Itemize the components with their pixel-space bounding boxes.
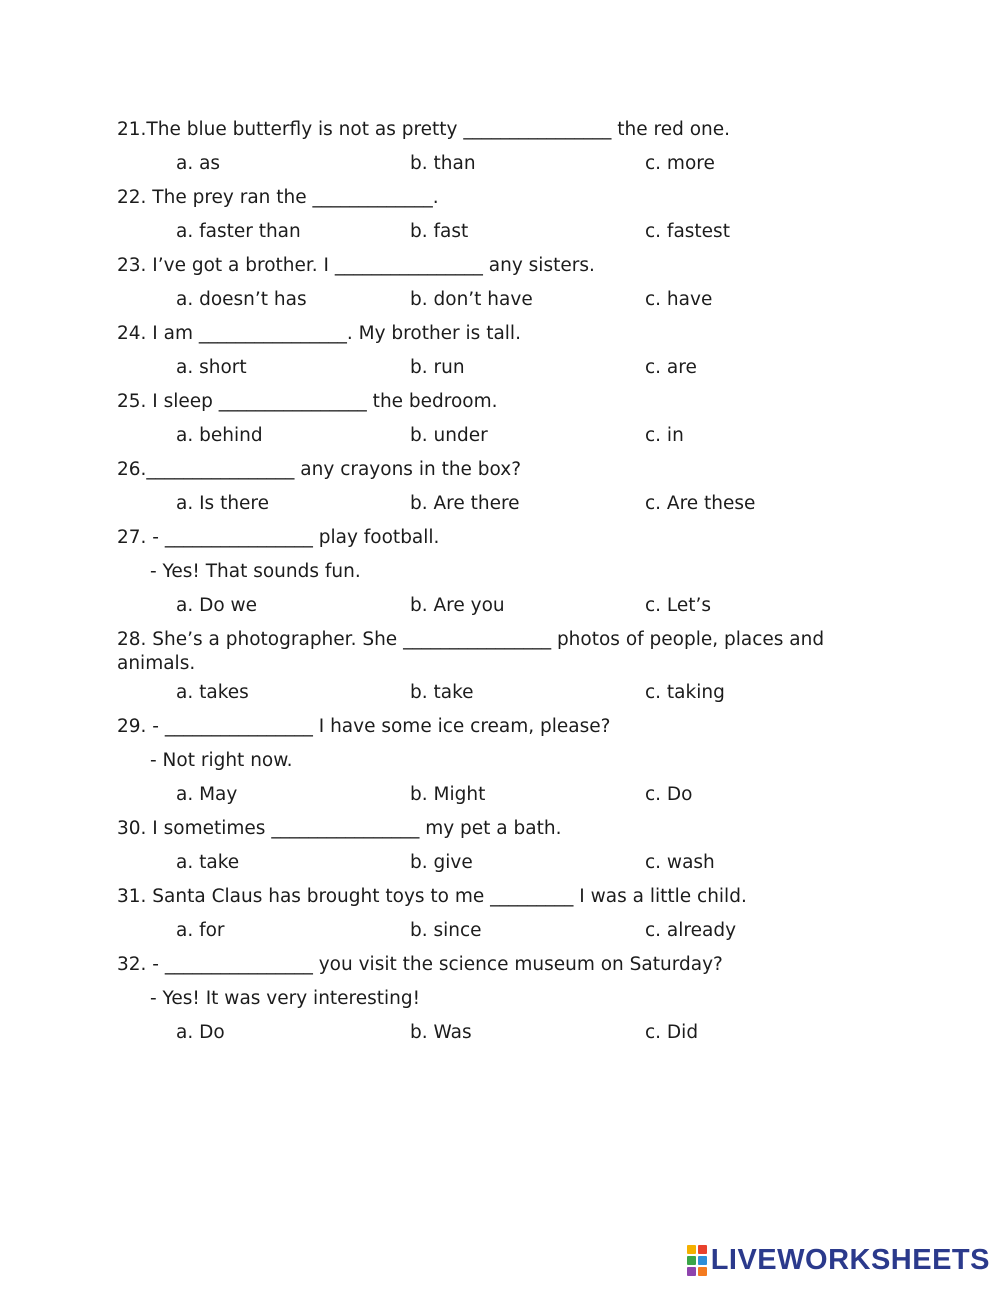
option-30-b[interactable]: b. give [410,852,473,873]
options-23 [117,283,877,317]
option-31-b[interactable]: b. since [410,920,482,941]
option-26-b[interactable]: b. Are there [410,493,520,514]
option-23-b[interactable]: b. don’t have [410,289,533,310]
question-22: 22. The prey ran the _____________. [117,187,439,208]
option-31-c[interactable]: c. already [645,920,737,941]
option-21-c[interactable]: c. more [645,153,715,174]
logo-square-3 [687,1256,696,1265]
option-29-b[interactable]: b. Might [410,784,486,805]
options-25 [117,419,877,453]
option-32-a[interactable]: a. Do [176,1022,225,1043]
option-28-b[interactable]: b. take [410,682,474,703]
liveworksheets-logo[interactable] [687,1245,990,1275]
worksheet [117,113,877,1050]
question-25: 25. I sleep ________________ the bedroom. [117,391,498,412]
reply-27: - Yes! That sounds fun. [150,561,361,582]
option-27-c[interactable]: c. Let’s [645,595,712,616]
options-32 [117,1016,877,1050]
option-27-a[interactable]: a. Do we [176,595,258,616]
options-29 [117,778,877,812]
question-27: 27. - ________________ play football. [117,527,440,548]
option-28-c[interactable]: c. taking [645,682,725,703]
option-25-b[interactable]: b. under [410,425,488,446]
question-26: 26.________________ any crayons in the box? [117,459,522,480]
option-24-c[interactable]: c. are [645,357,697,378]
option-31-a[interactable]: a. for [176,920,225,941]
option-21-a[interactable]: a. as [176,153,221,174]
option-26-a[interactable]: a. Is there [176,493,270,514]
option-25-a[interactable]: a. behind [176,425,263,446]
option-24-b[interactable]: b. run [410,357,465,378]
options-21 [117,147,877,181]
option-29-a[interactable]: a. May [176,784,238,805]
question-23: 23. I’ve got a brother. I ________________ any sisters. [117,255,595,276]
question-28: 28. She’s a photographer. She ________________ photos of people, places and animals. [117,629,825,674]
logo-square-5 [687,1267,696,1276]
liveworksheets-logo-icon [687,1245,707,1276]
reply-29: - Not right now. [150,750,293,771]
option-32-c[interactable]: c. Did [645,1022,699,1043]
options-30 [117,846,877,880]
option-27-b[interactable]: b. Are you [410,595,505,616]
question-32: 32. - ________________ you visit the science museum on Saturday? [117,954,723,975]
options-26 [117,487,877,521]
logo-square-6 [698,1267,707,1276]
option-30-a[interactable]: a. take [176,852,240,873]
option-29-c[interactable]: c. Do [645,784,693,805]
option-22-c[interactable]: c. fastest [645,221,730,242]
option-26-c[interactable]: c. Are these [645,493,756,514]
question-31: 31. Santa Claus has brought toys to me _________ I was a little child. [117,886,747,907]
options-28 [117,676,877,710]
options-31 [117,914,877,948]
option-32-b[interactable]: b. Was [410,1022,472,1043]
question-29: 29. - ________________ I have some ice cream, please? [117,716,611,737]
question-24: 24. I am ________________. My brother is tall. [117,323,521,344]
question-30: 30. I sometimes ________________ my pet a bath. [117,818,562,839]
option-21-b[interactable]: b. than [410,153,476,174]
reply-32: - Yes! It was very interesting! [150,988,421,1009]
question-21: 21.The blue butterfly is not as pretty ________________ the red one. [117,119,731,140]
options-24 [117,351,877,385]
logo-square-4 [698,1256,707,1265]
logo-text: LIVEWORKSHEETS [710,1243,990,1276]
options-27 [117,589,877,623]
option-23-a[interactable]: a. doesn’t has [176,289,307,310]
option-22-b[interactable]: b. fast [410,221,469,242]
options-22 [117,215,877,249]
logo-square-1 [687,1245,696,1254]
option-30-c[interactable]: c. wash [645,852,715,873]
option-22-a[interactable]: a. faster than [176,221,301,242]
logo-square-2 [698,1245,707,1254]
option-28-a[interactable]: a. takes [176,682,249,703]
option-25-c[interactable]: c. in [645,425,684,446]
option-23-c[interactable]: c. have [645,289,713,310]
option-24-a[interactable]: a. short [176,357,247,378]
